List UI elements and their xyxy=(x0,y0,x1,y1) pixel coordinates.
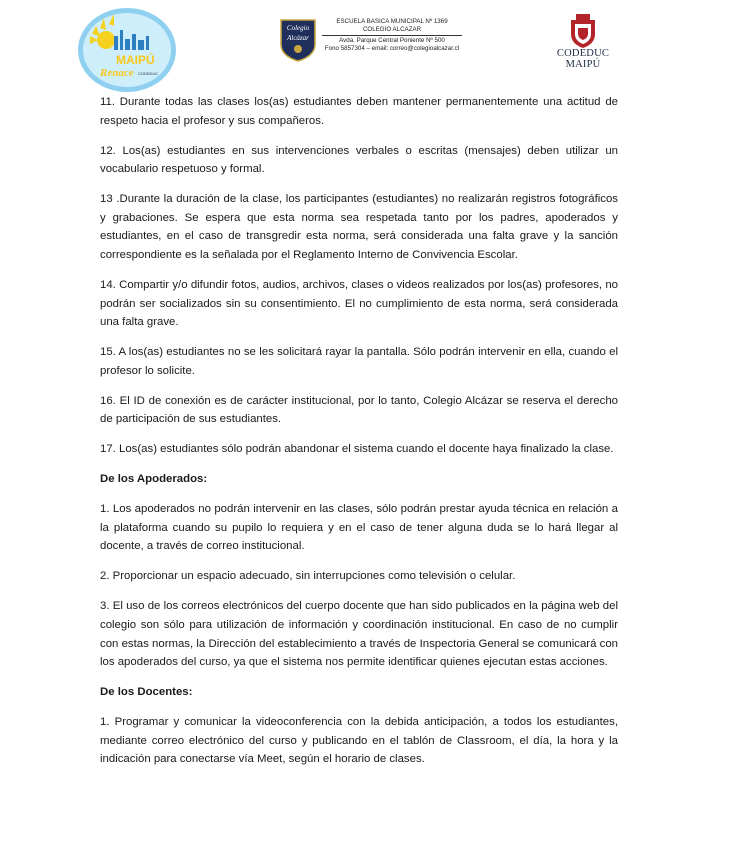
school-name: ESCUELA BASICA MUNICIPAL Nº 1369 xyxy=(336,18,448,25)
codeduc-shield-icon xyxy=(568,14,598,48)
rule-paragraph: 3. El uso de los correos electrónicos del cuerpo docente que han sido publicados en la página web del colegio son sólo para utilización de información y coordinación institucional. En caso de no cumplir con estas normas, la Dirección del establecimiento a través de Inspectoria General se comunicará con los apoderados del curso, ya que el sistema nos permite identificar quienes ejecutan estas acciones. xyxy=(100,600,618,669)
rule-paragraph: 1. Programar y comunicar la videoconferencia con la debida anticipación, a todos los estudiantes, mediante correo electrónico del curso y publicando en el tablón de Classroom, el día, la hora y la indicación para conectarse vía Meet, según el horario de clases. xyxy=(100,716,618,766)
codeduc-maipu-logo xyxy=(552,14,614,80)
section-heading: De los Docentes: xyxy=(100,686,193,699)
crest-line1: Colegio xyxy=(286,24,310,32)
logo-text-main: MAIPÚ xyxy=(116,53,155,67)
school-address: Avda. Parque Central Poniente Nº 500 xyxy=(339,37,445,44)
school-contact: Fono 5857304 – email: correo@colegioalcazar.cl xyxy=(324,45,460,52)
crest-graphic xyxy=(279,18,317,62)
codeduc-line1: CODEDUC xyxy=(556,48,610,59)
logo-text-sub: Renace xyxy=(100,67,134,79)
rule-paragraph: 17. Los(as) estudiantes sólo podrán abandonar el sistema cuando el docente haya finalizado la clase. xyxy=(100,443,614,456)
maipu-renace-logo xyxy=(76,6,178,94)
school-info xyxy=(322,18,462,53)
rule-paragraph: 2. Proporcionar un espacio adecuado, sin interrupciones como televisión o celular. xyxy=(100,570,516,583)
document-body xyxy=(100,93,618,780)
section-heading: De los Apoderados: xyxy=(100,473,208,486)
rule-paragraph: 12. Los(as) estudiantes en sus intervenciones verbales o escritas (mensajes) deben utilizar un vocabulario respetuoso y formal. xyxy=(100,144,618,176)
school-info-divider xyxy=(322,35,462,36)
crest-line2: Alcázar xyxy=(287,34,309,42)
codeduc-line2: MAIPÚ xyxy=(565,59,601,70)
colegio-alcazar-crest xyxy=(279,18,317,62)
rule-paragraph: 11. Durante todas las clases los(as) estudiantes deben mantener permanentemente una actitud de respeto hacia el profesor y sus compañeros. xyxy=(100,96,618,127)
rule-paragraph: 13 .Durante la duración de la clase, los participantes (estudiantes) no realizarán registros fotográficos y grabaciones. Se espera que esta norma sea respetada tanto por los padres, apoderados y estudiantes, en el caso de transgredir esta norma, será considerada una falta grave y la sanción correspondiente es la señalada por el Reglamento Interno de Convivencia Escolar. xyxy=(100,193,618,261)
rule-paragraph: 16. El ID de conexión es de carácter institucional, por lo tanto, Colegio Alcázar se reserva el derecho de participación de sus estudiantes. xyxy=(100,394,618,426)
maipu-renace-logo-graphic xyxy=(76,6,178,94)
school-college: COLEGIO ALCAZAR xyxy=(362,26,422,33)
rule-paragraph: 15. A los(as) estudiantes no se les solicitará rayar la pantalla. Sólo podrán intervenir en ella, cuando el profesor lo solicite. xyxy=(100,346,618,377)
rule-paragraph: 1. Los apoderados no podrán intervenir en las clases, sólo podrán prestar ayuda técnica en relación a la plataforma cuando su pupilo lo requiera y en el caso de tener alguna duda se lo hará llegar al docente, a través de correo institucional. xyxy=(100,503,618,553)
logo-text-small: CODEDUC xyxy=(138,71,159,76)
rule-paragraph: 14. Compartir y/o difundir fotos, audios, archivos, clases o videos realizados por los(as) profesores, no podrán ser socializados sin su consentimiento. El no cumplimiento de esta norma, será considerada una falta grave. xyxy=(100,278,618,329)
